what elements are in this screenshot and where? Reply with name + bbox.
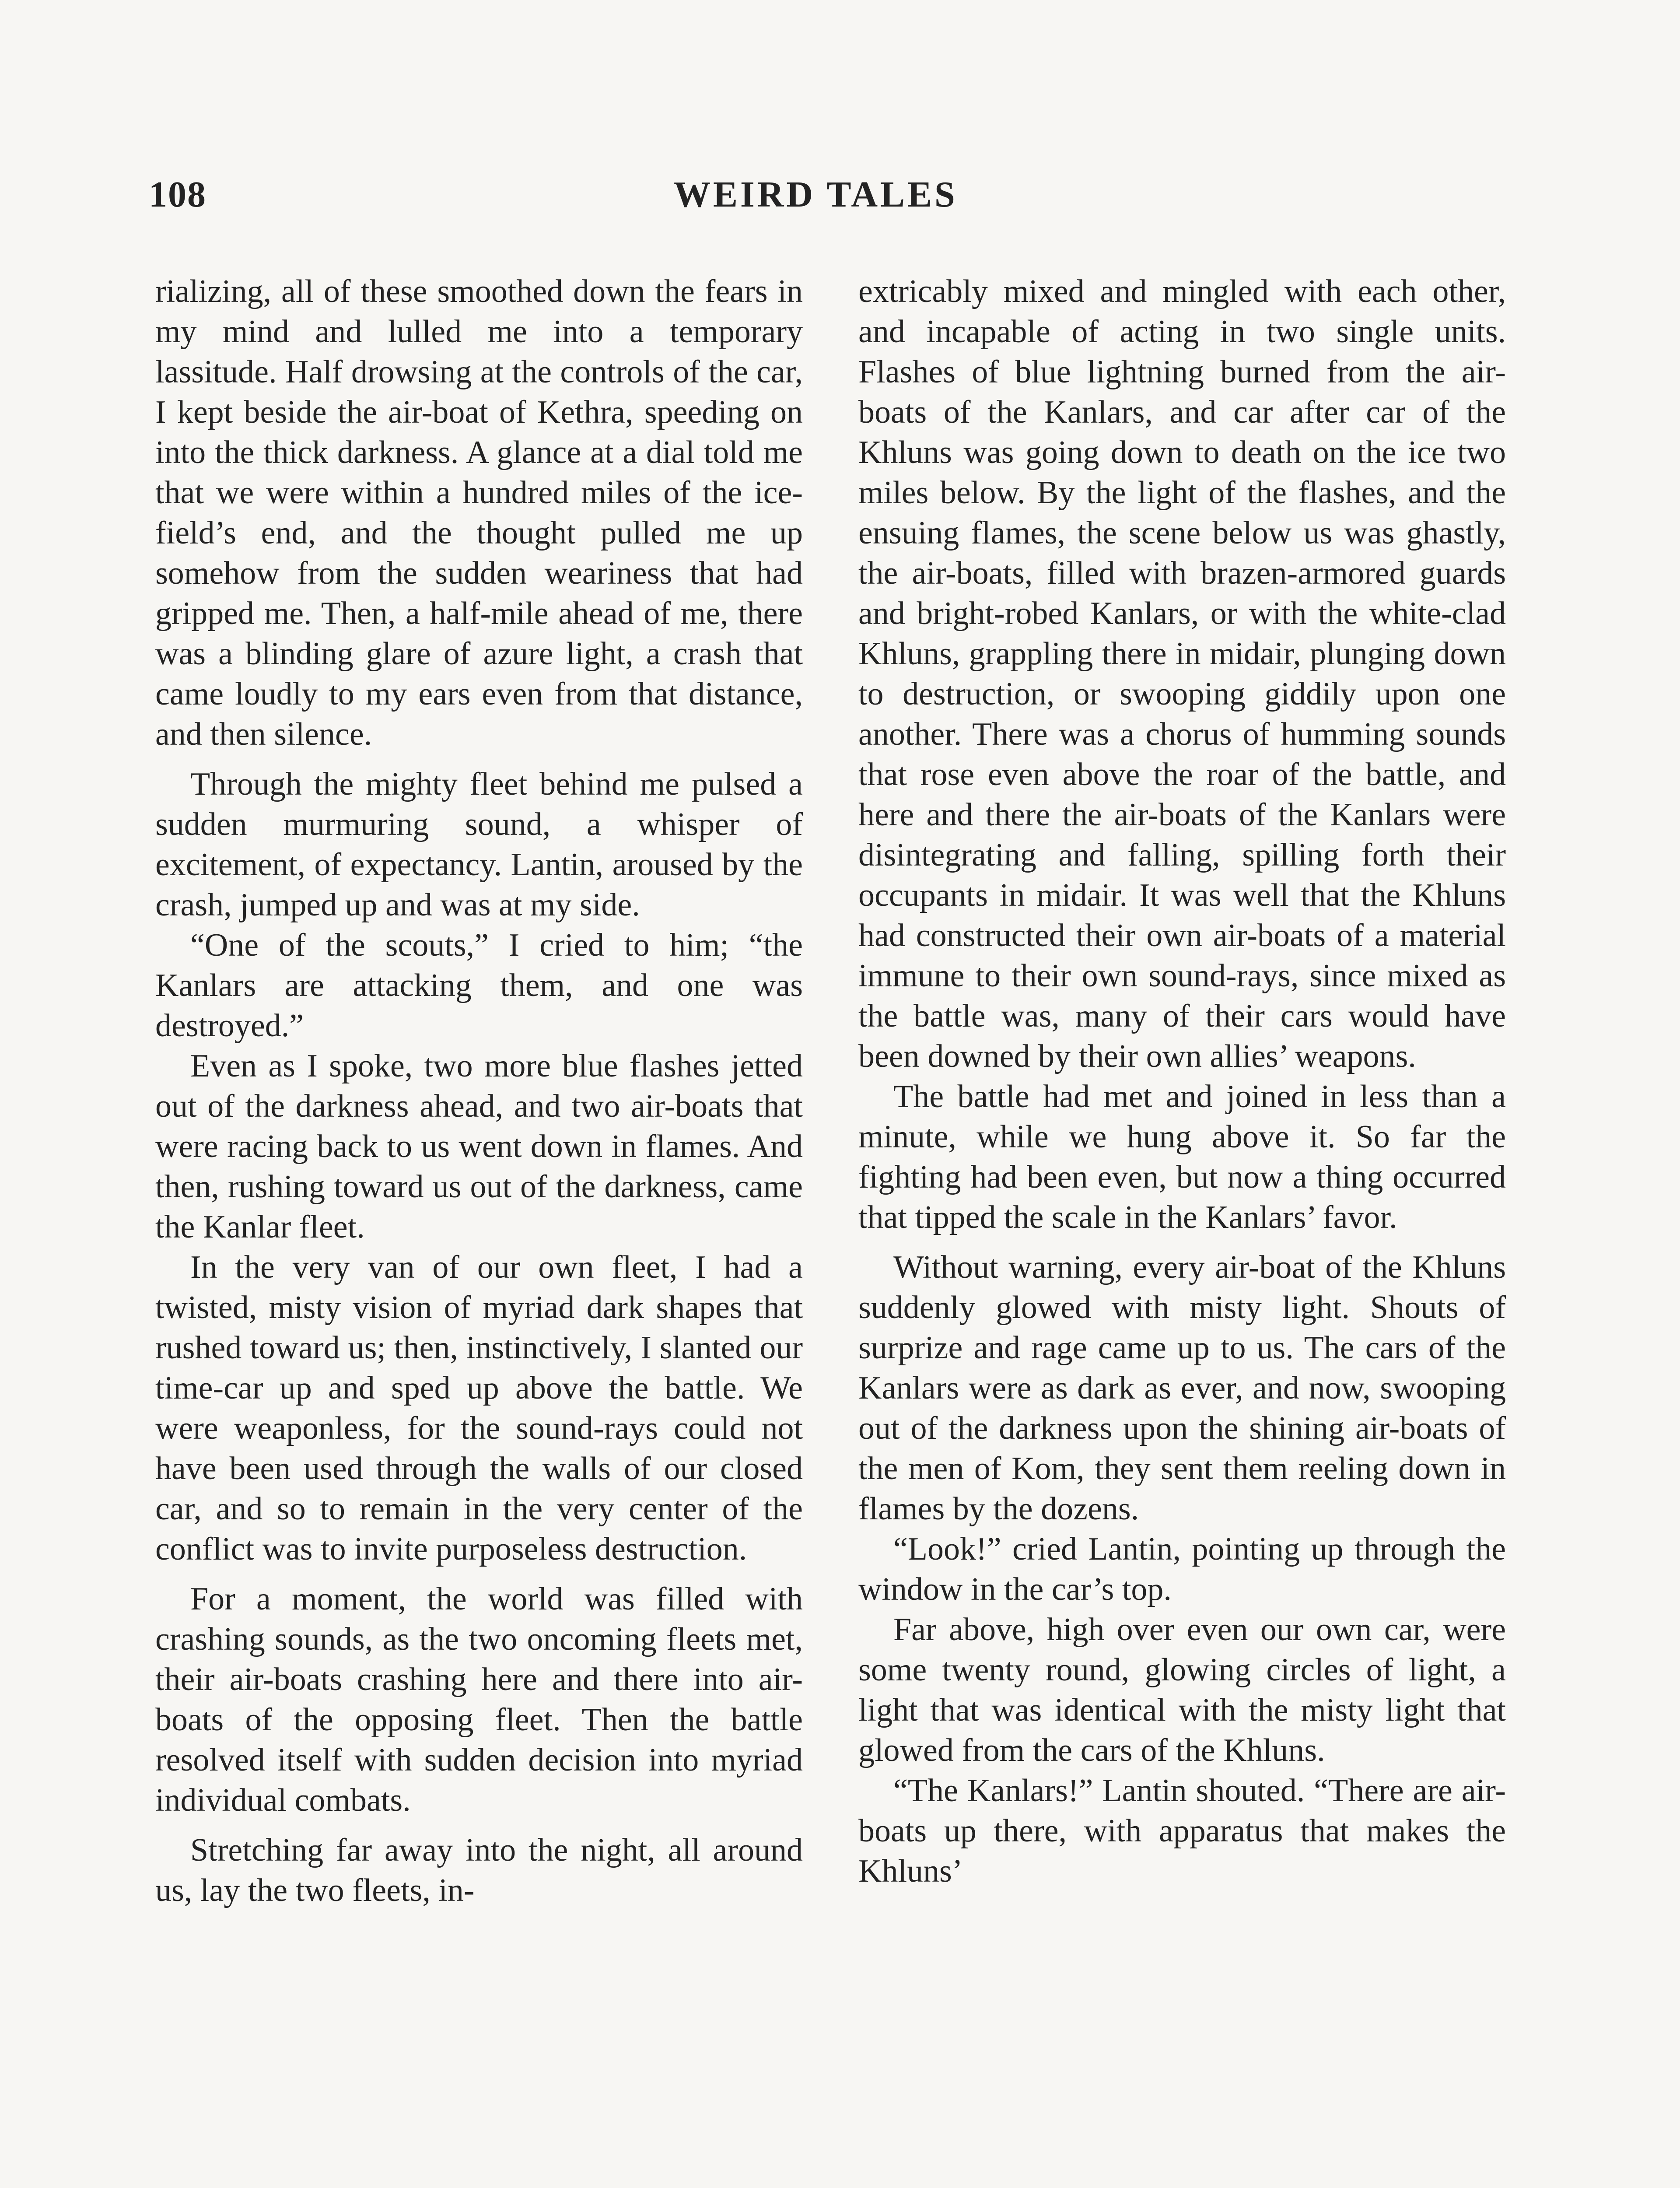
paragraph: rializing, all of these smoothed down the fears in my mind and lulled me into a temporary lassitude. Half drowsing at the controls of the car, I kept beside the air-boat of Kethra, speeding on into the thick darkness. A glance at a dial told me that we were within a hundred miles of the ice-field’s end, and the thought pulled me up somehow from the sudden weariness that had gripped me. Then, a half-mile ahead of me, there was a blinding glare of azure light, a crash that came loudly to my ears even from that distance, and then silence. <box>155 274 803 752</box>
paragraph: Without warning, every air-boat of the Khluns suddenly glowed with misty light. Shouts of surprize and rage came up to us. The cars of the Kanlars were as dark as ever, and now, swooping out of the darkness upon the shining air-boats of the men of Kom, they sent them reeling down in flames by the dozens. <box>858 1249 1506 1527</box>
left-column <box>155 271 803 1911</box>
page-number: 108 <box>149 174 206 215</box>
paragraph: “One of the scouts,” I cried to him; “the Kanlars are attacking them, and one was destroyed.” <box>155 927 803 1044</box>
paragraph: The battle had met and joined in less than a minute, while we hung above it. So far the fighting had been even, but now a thing occurred that tipped the scale in the Kanlars’ favor. <box>858 1079 1506 1235</box>
paragraph: Stretching far away into the night, all around us, lay the two fleets, in- <box>155 1832 803 1908</box>
paragraph: “The Kanlars!” Lantin shouted. “There are air-boats up there, with apparatus that makes the Khluns’ <box>858 1773 1506 1889</box>
paragraph: For a moment, the world was filled with crashing sounds, as the two oncoming fleets met, their air-boats crashing here and there into air-boats of the opposing fleet. Then the battle resolved itself with sudden decision into myriad individual combats. <box>155 1581 803 1818</box>
paragraph: Even as I spoke, two more blue flashes jetted out of the darkness ahead, and two air-boats that were racing back to us went down in flames. And then, rushing toward us out of the darkness, came the Kanlar fleet. <box>155 1048 803 1245</box>
running-title: WEIRD TALES <box>674 174 958 215</box>
page-header <box>0 171 1680 219</box>
paragraph: Far above, high over even our own car, were some twenty round, glowing circles of light, a light that was identical with the misty light that glowed from the cars of the Khluns. <box>858 1612 1506 1768</box>
paragraph: In the very van of our own fleet, I had a twisted, misty vision of myriad dark shapes that rushed toward us; then, instinctively, I slanted our time-car up and sped up above the battle. We were weaponless, for the sound-rays could not have been used through the walls of our closed car, and so to remain in the very center of the conflict was to invite purposeless destruction. <box>155 1249 803 1567</box>
paragraph: extricably mixed and mingled with each other, and incapable of acting in two single units. Flashes of blue lightning burned from the air-boats of the Kanlars, and car after car of the Khluns was going down to death on the ice two miles below. By the light of the flashes, and the ensuing flames, the scene below us was ghastly, the air-boats, filled with brazen-armored guards and bright-robed Kanlars, or with the white-clad Khluns, grappling there in midair, plunging down to destruction, or swooping giddily upon one another. There was a chorus of humming sounds that rose even above the roar of the battle, and here and there the air-boats of the Kanlars were disintegrating and falling, spilling forth their occupants in midair. It was well that the Khluns had constructed their own air-boats of a material immune to their own sound-rays, since mixed as the battle was, many of their cars would have been downed by their own allies’ weapons. <box>858 274 1506 1074</box>
paragraph: Through the mighty fleet behind me pulsed a sudden murmuring sound, a whisper of excitement, of expectancy. Lantin, aroused by the crash, jumped up and was at my side. <box>155 766 803 923</box>
right-column <box>858 271 1506 1891</box>
paragraph: “Look!” cried Lantin, pointing up through the window in the car’s top. <box>858 1531 1506 1607</box>
